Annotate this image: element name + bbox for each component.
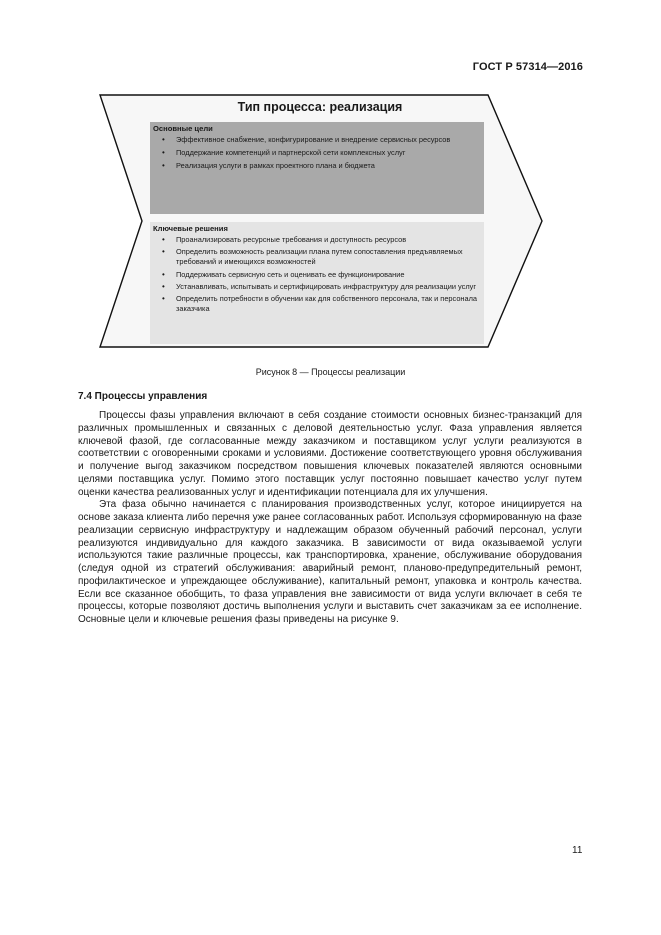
decision-item: • Устанавливать, испытывать и сертифицировать инфраструктуру для реализации услуг: [176, 282, 478, 292]
goal-item: • Реализация услуги в рамках проектного плана и бюджета: [176, 161, 478, 171]
goals-heading: Основные цели: [153, 124, 213, 133]
decision-item: • Определить потребности в обучении как для собственного персонала, так и персонала заказчика: [176, 294, 478, 314]
process-figure: [96, 94, 544, 348]
decision-item: • Определить возможность реализации плана путем сопоставления предъявляемых требований и имеющихся возможностей: [176, 247, 478, 267]
section-heading: 7.4 Процессы управления: [78, 391, 208, 402]
paragraph: Процессы фазы управления включают в себя создание стоимости основных бизнес-транзакций для различных промышленных и связанных с деловой деятельностью услуг. Фаза управления является ключевой фазой, где согласованные между заказчиком и поставщиком услуг услуги реализуются в соответствии с оговоренными сроками и условиями. Достижение соответствующего уровня обслуживания и получение выгод заказчиком посредством повышения ключевых показателей являются основными целями поставщика услуг. Помимо этого поставщик услуг постоянно повышает качество услуг путем оценки качества реализованных услуг и идентификации потенциала для их улучшения.: [78, 410, 582, 498]
section-body: [78, 410, 582, 627]
decisions-box: [150, 222, 484, 344]
goal-item: • Эффективное снабжение, конфигурирование и внедрение сервисных ресурсов: [176, 135, 478, 145]
page-number: 11: [572, 845, 583, 856]
figure-caption: Рисунок 8 — Процессы реализации: [255, 367, 406, 377]
standard-code: ГОСТ Р 57314—2016: [472, 61, 583, 73]
decisions-heading: Ключевые решения: [153, 224, 228, 233]
goal-item: • Поддержание компетенций и партнерской сети комплексных услуг: [176, 148, 478, 158]
decision-item: • Проанализировать ресурсные требования и доступность ресурсов: [176, 235, 478, 245]
figure-title: Тип процесса: реализация: [237, 100, 403, 114]
decision-item: • Поддерживать сервисную сеть и оценивать ее функционирование: [176, 270, 478, 280]
decisions-list: [150, 235, 484, 314]
paragraph: Эта фаза обычно начинается с планирования производственных услуг, которое инициируется на основе заказа клиента либо перечня уже ранее согласованных работ. Используя сформированную на фазе реализации сервисную инфраструктуру и надлежащим образом обученный рабочий персонал, услуги реализуются индивидуально для каждого заказчика. В зависимости от вида оказываемой услуги используются такие различные процессы, как транспортировка, хранение, обслуживание оборудования (следуя одной из стратегий обслуживания: аварийный ремонт, планово-предупредительный ремонт, профилактическое и упреждающее обслуживание), капитальный ремонт, упаковка и контроль качества. Если все сказанное обобщить, то фаза управления вне зависимости от вида услуги включает в себя те процессы, которые позволяют достичь выполнения услуги и выставить счет заказчикам за ее исполнение. Основные цели и ключевые решения фазы приведены на рисунке 9.: [78, 499, 582, 625]
goals-list: [150, 135, 484, 172]
goals-box: [150, 122, 484, 214]
